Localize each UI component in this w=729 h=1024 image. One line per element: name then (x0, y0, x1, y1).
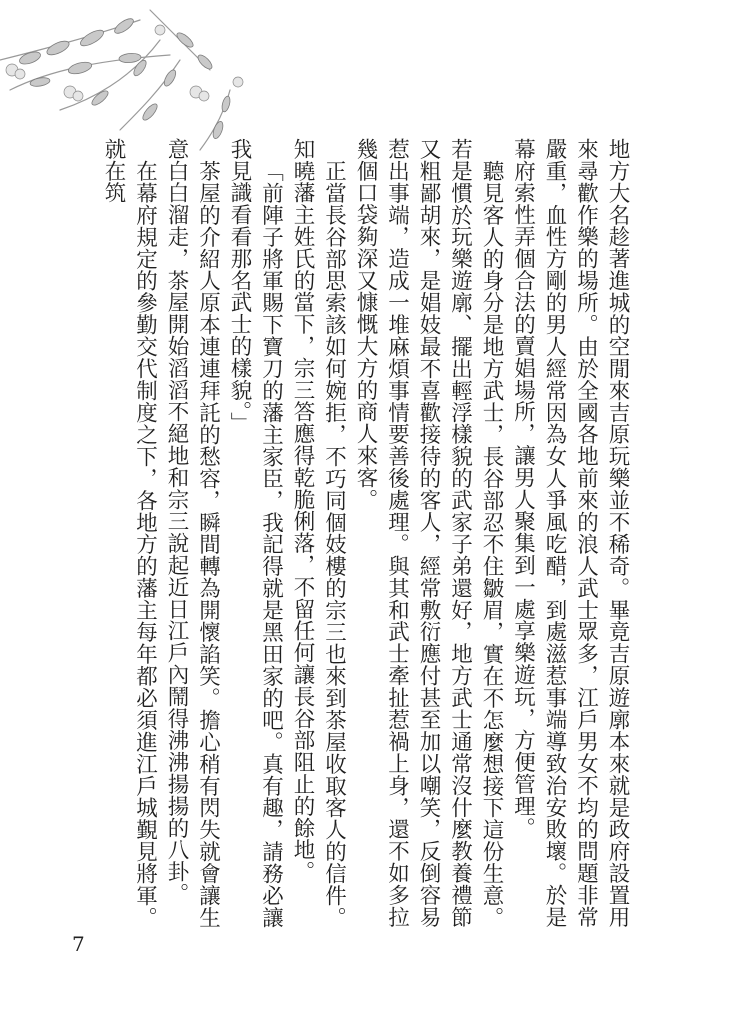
paragraph-4: 「前陣子將軍賜下寶刀的藩主家臣，我記得就是黑田家的吧。真有趣，請務必讓我見識看看那名武士的樣貌。」 (227, 138, 284, 928)
paragraph-5: 茶屋的介紹人原本連連拜託的愁容，瞬間轉為開懷諂笑。擔心稍有閃失就會讓生意白白溜走，茶屋開始滔滔不絕地和宗三說起近日江戶內鬧得沸沸揚揚的八卦。 (164, 138, 221, 928)
paragraph-6: 在幕府規定的參勤交代制度之下，各地方的藩主每年都必須進江戶城覲見將軍。就在筑 (101, 138, 158, 928)
paragraph-3: 正當長谷部思索該如何婉拒，不巧同個妓樓的宗三也來到茶屋收取客人的信件。知曉藩主姓氏的當下，宗三答應得乾脆俐落，不留任何讓長谷部阻止的餘地。 (290, 138, 347, 928)
paragraph-2: 聽見客人的身分是地方武士，長谷部忍不住皺眉，實在不怎麼想接下這份生意。若是慣於玩樂遊廓、擺出輕浮樣貌的武家子弟還好，地方武士通常沒什麼教養禮節又粗鄙胡來，是娼妓最不喜歡接待的客人，經常敷衍應付甚至加以嘲笑，反倒容易惹出事端，造成一堆麻煩事情要善後處理。與其和武士牽扯惹禍上身，還不如多拉幾個口袋夠深又慷慨大方的商人來客。 (353, 138, 504, 928)
vertical-text-body (73, 138, 633, 928)
paragraph-1: 地方大名趁著進城的空閒來吉原玩樂並不稀奇。畢竟吉原遊廓本來就是政府設置用來尋歡作樂的場所。由於全國各地前來的浪人武士眾多，江戶男女不均的問題非常嚴重，血性方剛的男人經常因為女人爭風吃醋，到處滋惹事端導致治安敗壞。於是幕府索性弄個合法的賣娼場所，讓男人聚集到一處享樂遊玩，方便管理。 (510, 138, 630, 928)
page-number: 7 (72, 932, 85, 956)
